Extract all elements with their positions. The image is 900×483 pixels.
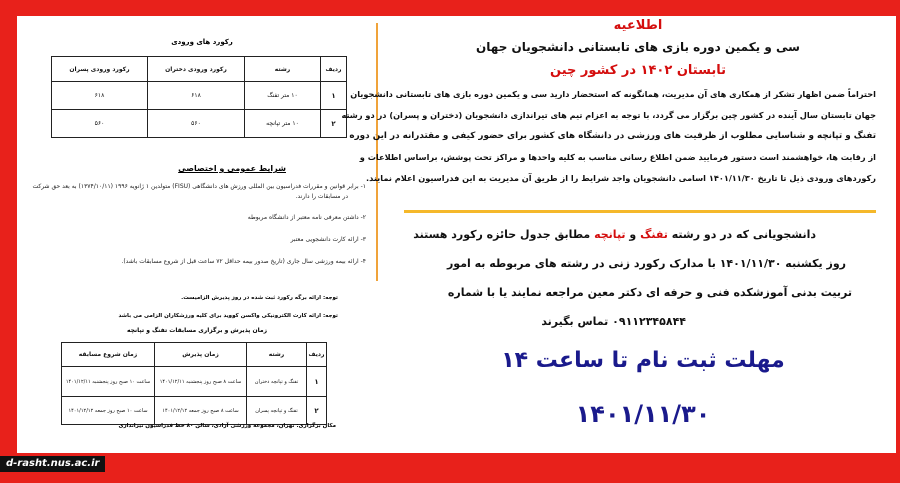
condition-item: ۱- برابر قوانین و مقررات فدراسیون بین المللی ورزش های دانشگاهی (FISU) متولدین ۱ ژانویه ۱۹۹۶ (۱۳۷۴/۱۰/۱۱) به بعد حق شرکت: [32, 183, 366, 190]
schedule-header-reception: زمان پذیرش: [155, 343, 247, 367]
site-watermark: d-rasht.nus.ac.ir: [0, 456, 105, 472]
registration-line-1: [413, 228, 816, 241]
announcement-paragraph-line: تفنگ و تپانچه و شناسایی مطلوب از ظرفیت های ورزشی در دانشگاه های کشور برای حضور کیفی و مقتدرانه در این دوره: [349, 131, 876, 141]
announcement-paragraph-line: احتراماً ضمن اظهار تشکر از همکاری های آن مدیریت، همانگونه که استحضار دارید سی و یکمین دوره بازی های تابستانی دانشجویان: [350, 89, 876, 99]
table-cell: ۶۱۸: [148, 82, 245, 110]
right-announcement-panel: [341, 16, 896, 453]
table-cell: ساعت ۸ صبح روز پنجشنبه ۱۴۰۱/۱۲/۱۱: [155, 367, 247, 397]
registration-line-3: تربیت بدنی آموزشکده فنی و حرفه ای دکتر معین مراجعه نمایند یا با شماره: [447, 286, 852, 299]
table-cell: ساعت ۱۰ صبح روز جمعه ۱۴۰۱/۱۲/۱۲: [62, 397, 155, 425]
registration-line-1-start: دانشجویانی که در دو رشته: [671, 228, 816, 241]
registration-line-1-end: مطابق جدول حائزه رکورد هستند: [413, 228, 591, 241]
condition-item: ۴- ارائه بیمه ورزشی سال جاری (تاریخ صدور بیمه حداقل ۷۲ ساعت قبل از شروع مسابقات باشد).: [121, 258, 366, 265]
schedule-table-title: زمان پذیرش و برگزاری مسابقات تفنگ و تپانچه: [126, 327, 268, 334]
deadline-text: مهلت ثبت نام تا ساعت ۱۴: [501, 348, 785, 373]
table-cell: ۱۰ متر تپانچه: [245, 110, 321, 138]
records-header-girls: رکورد ورودی دختران: [148, 57, 245, 82]
condition-item: ۲- داشتن معرفی نامه معتبر از دانشگاه مربوطه: [247, 214, 366, 221]
table-cell: ۵۶۰: [52, 110, 148, 138]
announcement-paragraph-line: از رقابت ها، خواهشمند است دستور فرمایید ضمن اطلاع رسانی مناسب به کلیه واحدها و مراکز تحت پوشش، براساس اطلاعات و: [359, 152, 876, 162]
announcement-subheading: سی و یکمین دوره بازی های تابستانی دانشجویان جهان: [476, 40, 800, 54]
table-cell: ۲: [321, 110, 347, 138]
condition-item: در مسابقات را دارند.: [295, 193, 348, 200]
records-table-title: رکورد های ورودی: [171, 38, 233, 46]
schedule-table: [61, 342, 327, 425]
table-cell: ۶۱۸: [52, 82, 148, 110]
pistol-highlight: تپانچه: [594, 228, 626, 241]
table-row: [62, 367, 327, 397]
table-cell: ۱: [321, 82, 347, 110]
table-cell: ۵۶۰: [148, 110, 245, 138]
schedule-header-start: زمان شروع مسابقه: [62, 343, 155, 367]
schedule-header-discipline: رشته: [247, 343, 307, 367]
table-row: [52, 82, 347, 110]
table-cell: ساعت ۸ صبح روز جمعه ۱۴۰۱/۱۲/۱۲: [155, 397, 247, 425]
records-header-boys: رکورد ورودی پسران: [52, 57, 148, 82]
schedule-note-record: توجه: ارائه برگه رکورد ثبت شده در روز پذیرش الزامیست.: [181, 295, 338, 301]
left-document-panel: [17, 16, 378, 453]
records-header-row-number: ردیف: [321, 57, 347, 82]
table-cell: تفنگ و تپانچه دختران: [247, 367, 307, 397]
announcement-paragraph-line: جهان تابستان سال آینده در کشور چین برگزار می گردد، با توجه به اعزام تیم های تیراندازی دانشجویان (دختران و پسران) در دو رشته: [341, 110, 876, 120]
rifle-highlight: تفنگ: [640, 228, 668, 241]
registration-phone-line: ۰۹۱۱۲۳۴۵۸۴۴ تماس بگیرند: [541, 315, 686, 328]
announcement-paragraph-line: رکوردهای ورودی ذیل تا تاریخ ۱۴۰۱/۱۱/۳۰ اسامی دانشجویان واجد شرایط را از طریق آن مدیریت به این فدراسیون اعلام نمایند.: [366, 173, 876, 183]
table-cell: ۱۰ متر تفنگ: [245, 82, 321, 110]
records-table: [51, 56, 347, 138]
table-cell: ۲: [307, 397, 327, 425]
conditions-title: شرایط عمومی و اختصاصی: [178, 164, 286, 173]
schedule-note-vaccine: توجه: ارائه کارت الکترونیکی واکسن کووید برای کلیه ورزشکاران الزامی می باشد: [118, 313, 338, 319]
table-cell: تفنگ و تپانچه پسران: [247, 397, 307, 425]
gold-separator: [404, 210, 876, 213]
records-header-discipline: رشته: [245, 57, 321, 82]
registration-and: و: [629, 228, 637, 241]
announcement-event: تابستان ۱۴۰۲ در کشور چین: [550, 63, 726, 78]
table-cell: ساعت ۱۰ صبح روز پنجشنبه ۱۴۰۱/۱۲/۱۱: [62, 367, 155, 397]
table-row: [52, 110, 347, 138]
schedule-header-row-number: ردیف: [307, 343, 327, 367]
announcement-heading: اطلاعیه: [613, 18, 663, 33]
table-row: [62, 397, 327, 425]
registration-line-2: روز یکشنبه ۱۴۰۱/۱۱/۳۰ با مدارک رکورد زنی در رشته های مربوطه به امور: [446, 257, 846, 270]
venue-text: مکان برگزاری: تهران، مجموعه ورزشی آزادی، سالن ۸۰ خط فدراسیون تیراندازی: [118, 423, 336, 429]
table-cell: ۱: [307, 367, 327, 397]
condition-item: ۳- ارائه کارت دانشجویی معتبر: [290, 236, 366, 243]
deadline-date: ۱۴۰۱/۱۱/۳۰: [575, 400, 711, 428]
